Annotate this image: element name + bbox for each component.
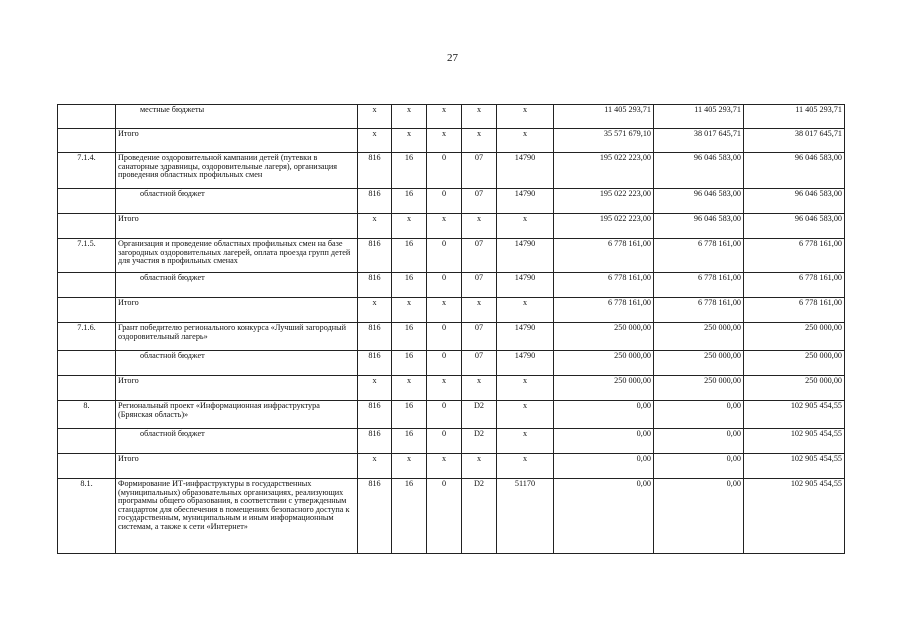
row-name: Проведение оздоровительной кампании детей (путевки в санаторные здравницы, оздоровительные лагеря), организация проведения областных профильных смен xyxy=(116,153,358,189)
row-number xyxy=(58,273,116,298)
code-cell: 0 xyxy=(427,239,462,273)
code-cell: x xyxy=(462,454,497,479)
amount-cell: 250 000,00 xyxy=(554,323,654,351)
amount-cell: 96 046 583,00 xyxy=(654,153,744,189)
row-name: Итого xyxy=(116,129,358,153)
code-cell: x xyxy=(427,129,462,153)
code-cell: 816 xyxy=(358,239,392,273)
code-cell: x xyxy=(497,401,554,429)
code-cell: x xyxy=(462,214,497,239)
code-cell: 07 xyxy=(462,153,497,189)
row-number: 7.1.6. xyxy=(58,323,116,351)
amount-cell: 35 571 679,10 xyxy=(554,129,654,153)
row-number xyxy=(58,298,116,323)
code-cell: x xyxy=(427,214,462,239)
row-name: Итого xyxy=(116,298,358,323)
code-cell: x xyxy=(462,298,497,323)
code-cell: x xyxy=(497,298,554,323)
code-cell: 0 xyxy=(427,479,462,554)
table-row xyxy=(58,351,845,376)
code-cell: 16 xyxy=(392,273,427,298)
code-cell: x xyxy=(358,454,392,479)
amount-cell: 11 405 293,71 xyxy=(554,105,654,129)
table-row xyxy=(58,376,845,401)
code-cell: x xyxy=(427,298,462,323)
table-row xyxy=(58,189,845,214)
amount-cell: 96 046 583,00 xyxy=(654,189,744,214)
code-cell: D2 xyxy=(462,479,497,554)
code-cell: x xyxy=(392,214,427,239)
amount-cell: 38 017 645,71 xyxy=(744,129,845,153)
amount-cell: 250 000,00 xyxy=(554,351,654,376)
code-cell: 0 xyxy=(427,323,462,351)
amount-cell: 6 778 161,00 xyxy=(554,239,654,273)
amount-cell: 0,00 xyxy=(554,401,654,429)
table-row xyxy=(58,129,845,153)
amount-cell: 102 905 454,55 xyxy=(744,429,845,454)
amount-cell: 102 905 454,55 xyxy=(744,401,845,429)
amount-cell: 11 405 293,71 xyxy=(744,105,845,129)
amount-cell: 6 778 161,00 xyxy=(554,273,654,298)
amount-cell: 6 778 161,00 xyxy=(654,239,744,273)
code-cell: x xyxy=(462,376,497,401)
amount-cell: 195 022 223,00 xyxy=(554,153,654,189)
code-cell: D2 xyxy=(462,429,497,454)
table-row xyxy=(58,273,845,298)
code-cell: x xyxy=(427,105,462,129)
amount-cell: 6 778 161,00 xyxy=(654,273,744,298)
code-cell: 14790 xyxy=(497,153,554,189)
code-cell: 816 xyxy=(358,323,392,351)
code-cell: x xyxy=(497,105,554,129)
code-cell: x xyxy=(392,129,427,153)
row-name: Организация и проведение областных профильных смен на базе загородных оздоровительных лагерей, оплата проезда групп детей для участия в профильных сменах xyxy=(116,239,358,273)
row-number: 8.1. xyxy=(58,479,116,554)
amount-cell: 0,00 xyxy=(554,454,654,479)
row-name: Грант победителю регионального конкурса «Лучший загородный оздоровительный лагерь» xyxy=(116,323,358,351)
code-cell: 07 xyxy=(462,323,497,351)
amount-cell: 96 046 583,00 xyxy=(744,189,845,214)
code-cell: 14790 xyxy=(497,351,554,376)
code-cell: 16 xyxy=(392,189,427,214)
table-row xyxy=(58,214,845,239)
code-cell: x xyxy=(358,129,392,153)
table-row xyxy=(58,429,845,454)
code-cell: x xyxy=(392,105,427,129)
code-cell: x xyxy=(497,214,554,239)
code-cell: 07 xyxy=(462,351,497,376)
code-cell: 16 xyxy=(392,401,427,429)
code-cell: x xyxy=(358,105,392,129)
amount-cell: 250 000,00 xyxy=(654,323,744,351)
amount-cell: 96 046 583,00 xyxy=(744,214,845,239)
code-cell: x xyxy=(358,298,392,323)
amount-cell: 195 022 223,00 xyxy=(554,214,654,239)
row-number xyxy=(58,454,116,479)
row-name: местные бюджеты xyxy=(116,105,358,129)
code-cell: 0 xyxy=(427,351,462,376)
code-cell: 0 xyxy=(427,153,462,189)
amount-cell: 250 000,00 xyxy=(554,376,654,401)
amount-cell: 102 905 454,55 xyxy=(744,479,845,554)
code-cell: x xyxy=(392,298,427,323)
code-cell: 816 xyxy=(358,273,392,298)
row-name: Региональный проект «Информационная инфраструктура (Брянская область)» xyxy=(116,401,358,429)
code-cell: x xyxy=(497,454,554,479)
code-cell: 16 xyxy=(392,153,427,189)
code-cell: 816 xyxy=(358,153,392,189)
table-row xyxy=(58,401,845,429)
amount-cell: 6 778 161,00 xyxy=(744,239,845,273)
amount-cell: 195 022 223,00 xyxy=(554,189,654,214)
code-cell: 14790 xyxy=(497,239,554,273)
code-cell: x xyxy=(392,376,427,401)
amount-cell: 0,00 xyxy=(654,454,744,479)
code-cell: x xyxy=(427,376,462,401)
code-cell: 14790 xyxy=(497,189,554,214)
row-number xyxy=(58,214,116,239)
amount-cell: 96 046 583,00 xyxy=(744,153,845,189)
code-cell: x xyxy=(462,105,497,129)
code-cell: x xyxy=(497,129,554,153)
amount-cell: 250 000,00 xyxy=(744,351,845,376)
code-cell: 14790 xyxy=(497,273,554,298)
amount-cell: 250 000,00 xyxy=(654,376,744,401)
amount-cell: 6 778 161,00 xyxy=(654,298,744,323)
row-number xyxy=(58,429,116,454)
amount-cell: 0,00 xyxy=(554,429,654,454)
code-cell: 0 xyxy=(427,429,462,454)
table-row xyxy=(58,105,845,129)
code-cell: 14790 xyxy=(497,323,554,351)
code-cell: x xyxy=(358,214,392,239)
amount-cell: 0,00 xyxy=(654,429,744,454)
page-number: 27 xyxy=(447,52,458,64)
row-number xyxy=(58,129,116,153)
table-row xyxy=(58,479,845,554)
code-cell: x xyxy=(497,429,554,454)
table-row xyxy=(58,153,845,189)
amount-cell: 6 778 161,00 xyxy=(744,273,845,298)
row-name: областной бюджет xyxy=(116,189,358,214)
row-name: областной бюджет xyxy=(116,429,358,454)
code-cell: 0 xyxy=(427,189,462,214)
row-name: Формирование ИТ-инфраструктуры в государственных (муниципальных) образовательных организациях, реализующих программы общего образования, в соответствии с утвержденным стандартом для обеспечения в помещениях безопасного доступа к государственным, муниципальным и иным информационным системам, а также к сети «Интернет» xyxy=(116,479,358,554)
row-name: Итого xyxy=(116,454,358,479)
amount-cell: 11 405 293,71 xyxy=(654,105,744,129)
code-cell: D2 xyxy=(462,401,497,429)
row-number: 7.1.5. xyxy=(58,239,116,273)
row-number xyxy=(58,189,116,214)
table-row xyxy=(58,298,845,323)
row-number xyxy=(58,376,116,401)
code-cell: 816 xyxy=(358,351,392,376)
code-cell: 16 xyxy=(392,429,427,454)
amount-cell: 250 000,00 xyxy=(744,323,845,351)
table-row xyxy=(58,454,845,479)
code-cell: 816 xyxy=(358,401,392,429)
row-number xyxy=(58,105,116,129)
amount-cell: 0,00 xyxy=(554,479,654,554)
budget-table-body xyxy=(58,105,845,554)
amount-cell: 250 000,00 xyxy=(654,351,744,376)
amount-cell: 38 017 645,71 xyxy=(654,129,744,153)
code-cell: 816 xyxy=(358,479,392,554)
code-cell: x xyxy=(427,454,462,479)
code-cell: x xyxy=(462,129,497,153)
row-name: Итого xyxy=(116,376,358,401)
code-cell: 07 xyxy=(462,189,497,214)
row-name: Итого xyxy=(116,214,358,239)
row-number: 8. xyxy=(58,401,116,429)
amount-cell: 0,00 xyxy=(654,401,744,429)
code-cell: 816 xyxy=(358,429,392,454)
code-cell: 0 xyxy=(427,401,462,429)
amount-cell: 96 046 583,00 xyxy=(654,214,744,239)
code-cell: 16 xyxy=(392,323,427,351)
amount-cell: 6 778 161,00 xyxy=(744,298,845,323)
row-name: областной бюджет xyxy=(116,351,358,376)
budget-table xyxy=(57,104,845,554)
amount-cell: 6 778 161,00 xyxy=(554,298,654,323)
row-number xyxy=(58,351,116,376)
code-cell: x xyxy=(392,454,427,479)
code-cell: 07 xyxy=(462,273,497,298)
row-number: 7.1.4. xyxy=(58,153,116,189)
code-cell: 51170 xyxy=(497,479,554,554)
table-row xyxy=(58,239,845,273)
amount-cell: 102 905 454,55 xyxy=(744,454,845,479)
code-cell: 16 xyxy=(392,479,427,554)
code-cell: 16 xyxy=(392,239,427,273)
amount-cell: 250 000,00 xyxy=(744,376,845,401)
code-cell: 07 xyxy=(462,239,497,273)
code-cell: 16 xyxy=(392,351,427,376)
code-cell: 0 xyxy=(427,273,462,298)
table-row xyxy=(58,323,845,351)
code-cell: x xyxy=(497,376,554,401)
amount-cell: 0,00 xyxy=(654,479,744,554)
code-cell: 816 xyxy=(358,189,392,214)
code-cell: x xyxy=(358,376,392,401)
row-name: областной бюджет xyxy=(116,273,358,298)
